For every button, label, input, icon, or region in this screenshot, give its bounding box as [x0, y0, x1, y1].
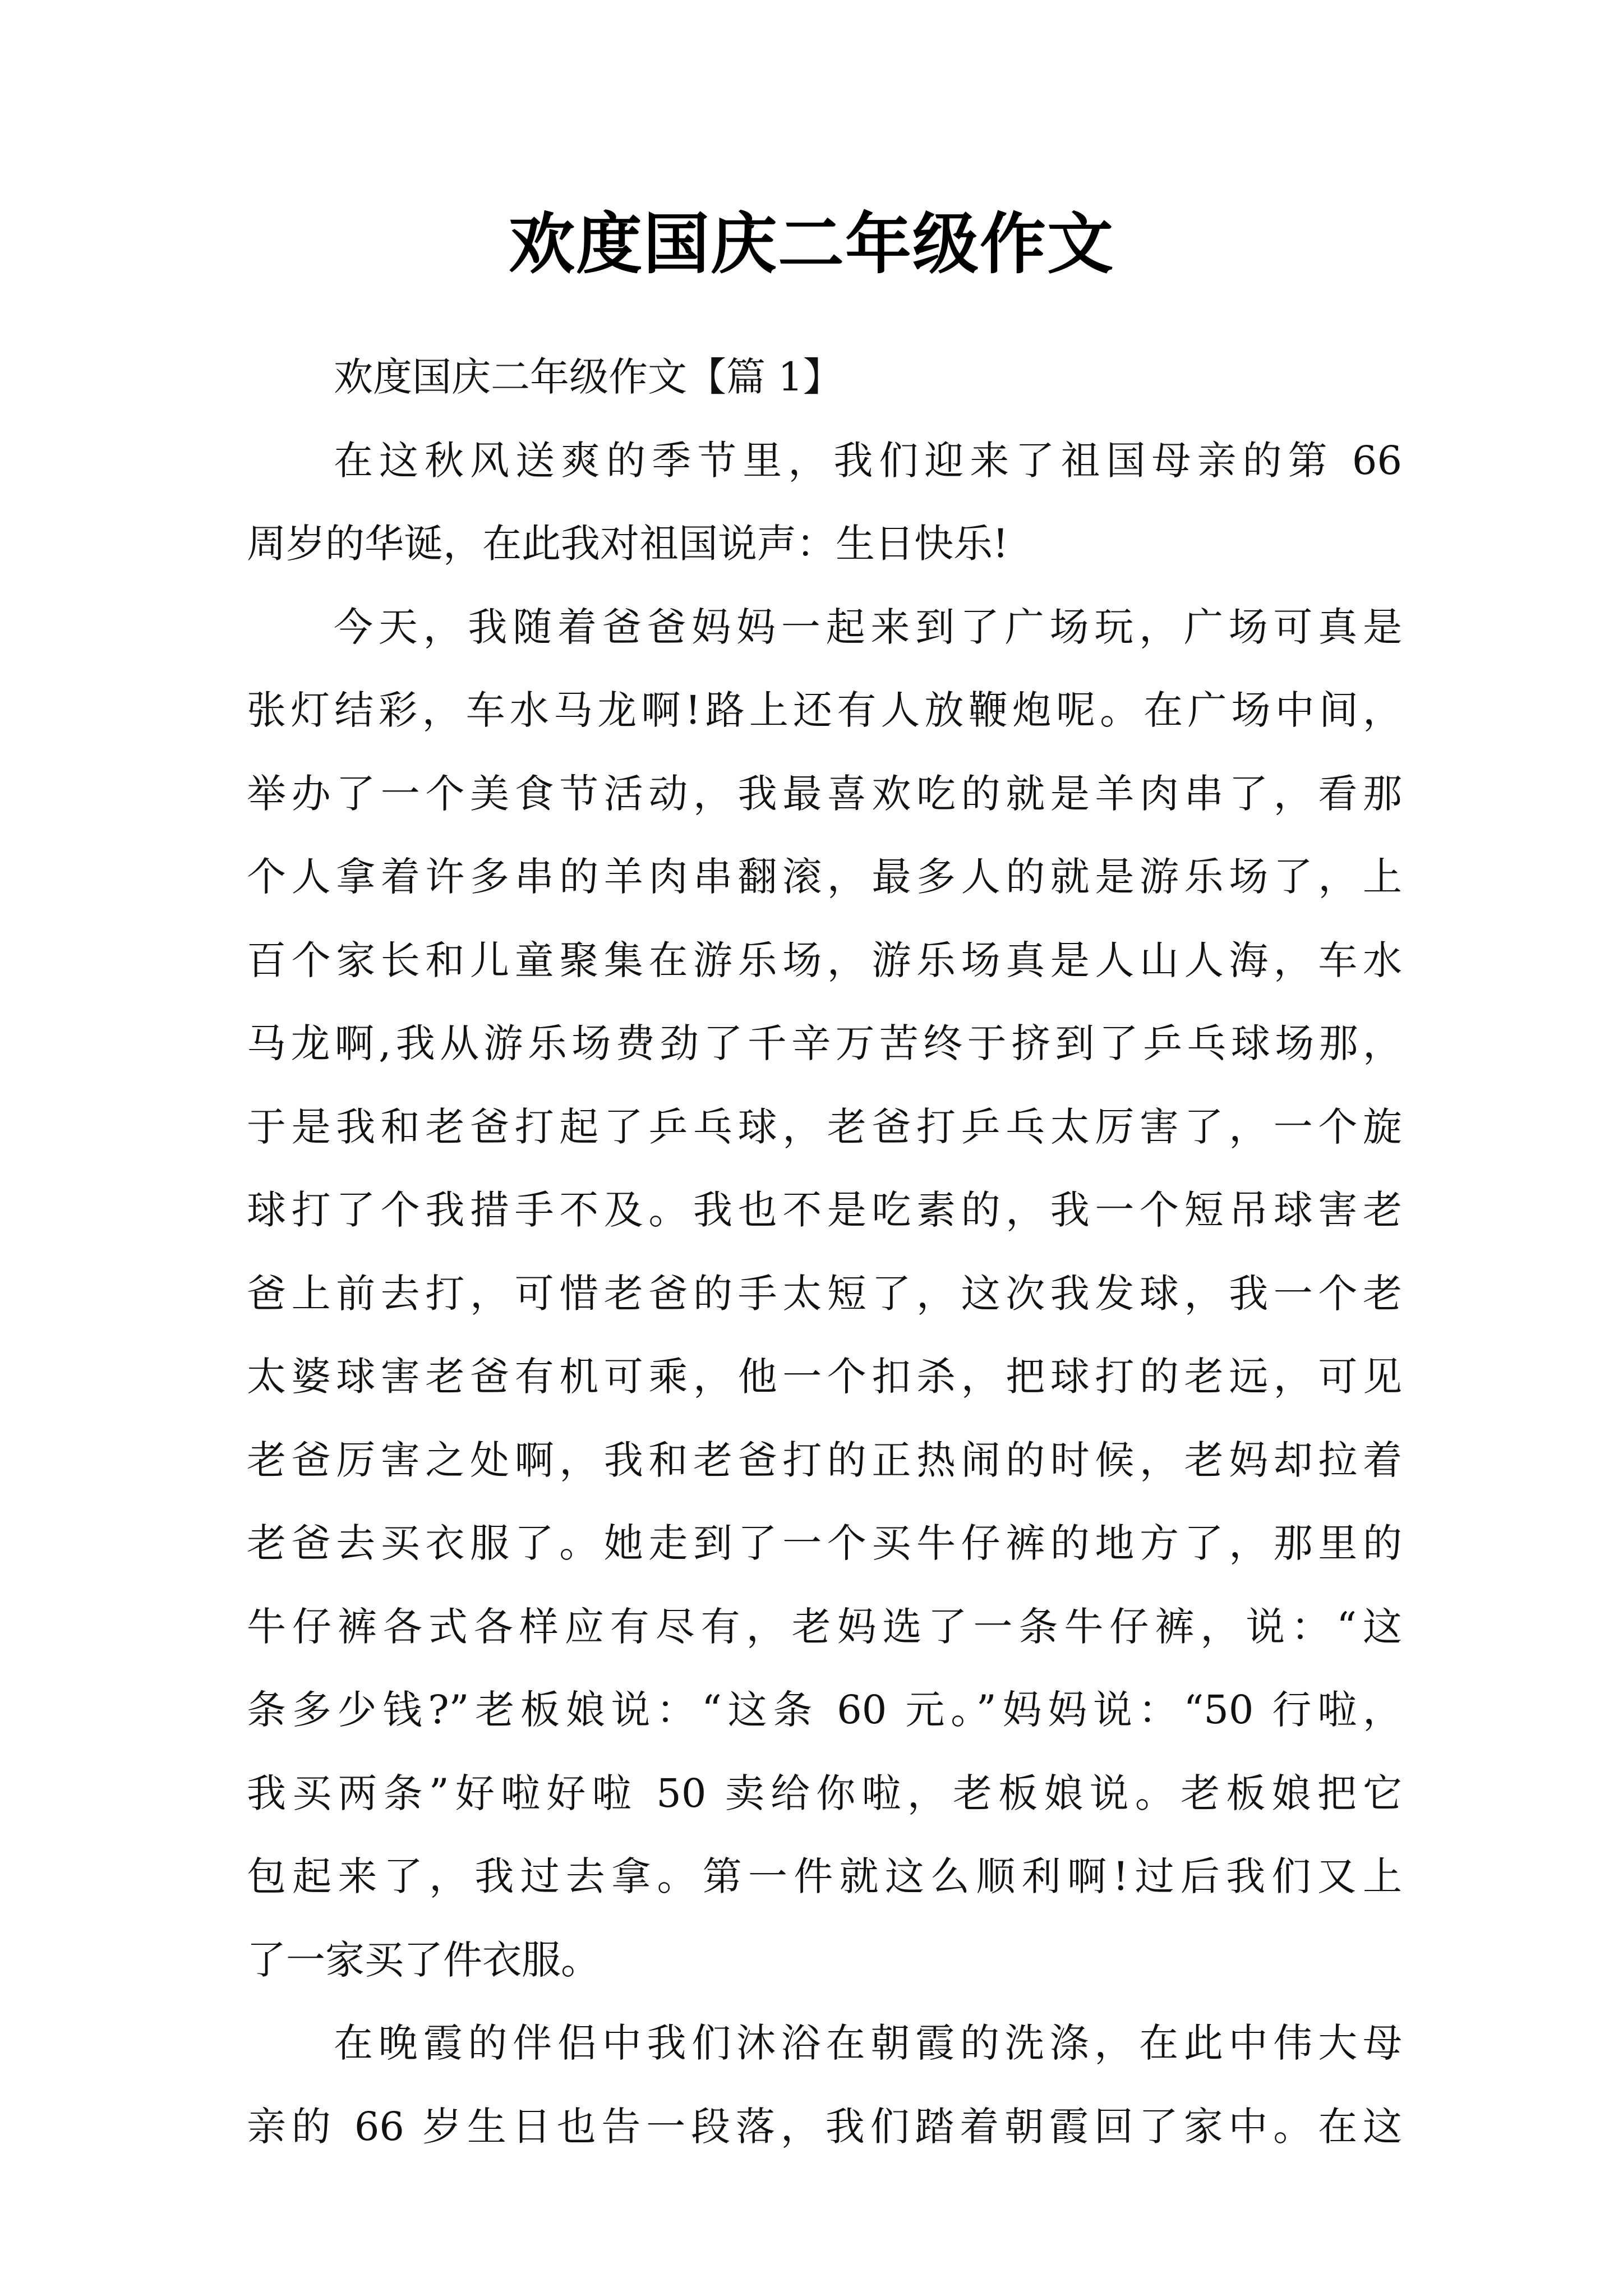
text-line: 在这秋风送爽的季节里，我们迎来了祖国母亲的第 66	[334, 437, 1402, 484]
text-line: 百个家长和儿童聚集在游乐场，游乐场真是人山人海，车水	[247, 937, 1402, 983]
text-line: 个人拿着许多串的羊肉串翻滚，最多人的就是游乐场了，上	[247, 854, 1402, 900]
text-line: 于是我和老爸打起了乒乓球，老爸打乒乓太厉害了，一个旋	[247, 1103, 1402, 1150]
text-line: 条多少钱?”老板娘说：“这条 60 元。”妈妈说：“50 行啦，	[247, 1687, 1402, 1733]
text-line: 举办了一个美食节活动，我最喜欢吃的就是羊肉串了，看那	[247, 770, 1402, 817]
text-line: 老爸去买衣服了。她走到了一个买牛仔裤的地方了，那里的	[247, 1520, 1402, 1566]
text-line: 张灯结彩，车水马龙啊!路上还有人放鞭炮呢。在广场中间，	[247, 687, 1402, 733]
text-line: 爸上前去打，可惜老爸的手太短了，这次我发球，我一个老	[247, 1270, 1402, 1317]
text-line: 今天，我随着爸爸妈妈一起来到了广场玩，广场可真是	[334, 604, 1402, 650]
text-line: 牛仔裤各式各样应有尽有，老妈选了一条牛仔裤，说：“这	[247, 1603, 1402, 1650]
text-line: 亲的 66 岁生日也告一段落，我们踏着朝霞回了家中。在这	[247, 2103, 1402, 2150]
text-line: 包起来了，我过去拿。第一件就这么顺利啊!过后我们又上	[247, 1853, 1402, 1899]
text-line: 了一家买了件衣服。	[247, 1936, 600, 1983]
text-line: 马龙啊,我从游乐场费劲了千辛万苦终于挤到了乒乓球场那，	[247, 1020, 1402, 1066]
text-line: 我买两条”好啦好啦 50 卖给你啦，老板娘说。老板娘把它	[247, 1770, 1402, 1816]
document-title: 欢度国庆二年级作文	[508, 205, 1114, 283]
text-line: 球打了个我措手不及。我也不是吃素的，我一个短吊球害老	[247, 1187, 1402, 1233]
text-line: 老爸厉害之处啊，我和老爸打的正热闹的时候，老妈却拉着	[247, 1437, 1402, 1483]
text-line: 在晚霞的伴侣中我们沐浴在朝霞的洗涤，在此中伟大母	[334, 2020, 1402, 2066]
text-line: 周岁的华诞，在此我对祖国说声：生日快乐!	[247, 521, 1009, 567]
text-line: 太婆球害老爸有机可乘，他一个扣杀，把球打的老远，可见	[247, 1354, 1402, 1400]
text-line: 欢度国庆二年级作文【篇 1】	[334, 354, 842, 400]
document-body	[247, 335, 1402, 2168]
